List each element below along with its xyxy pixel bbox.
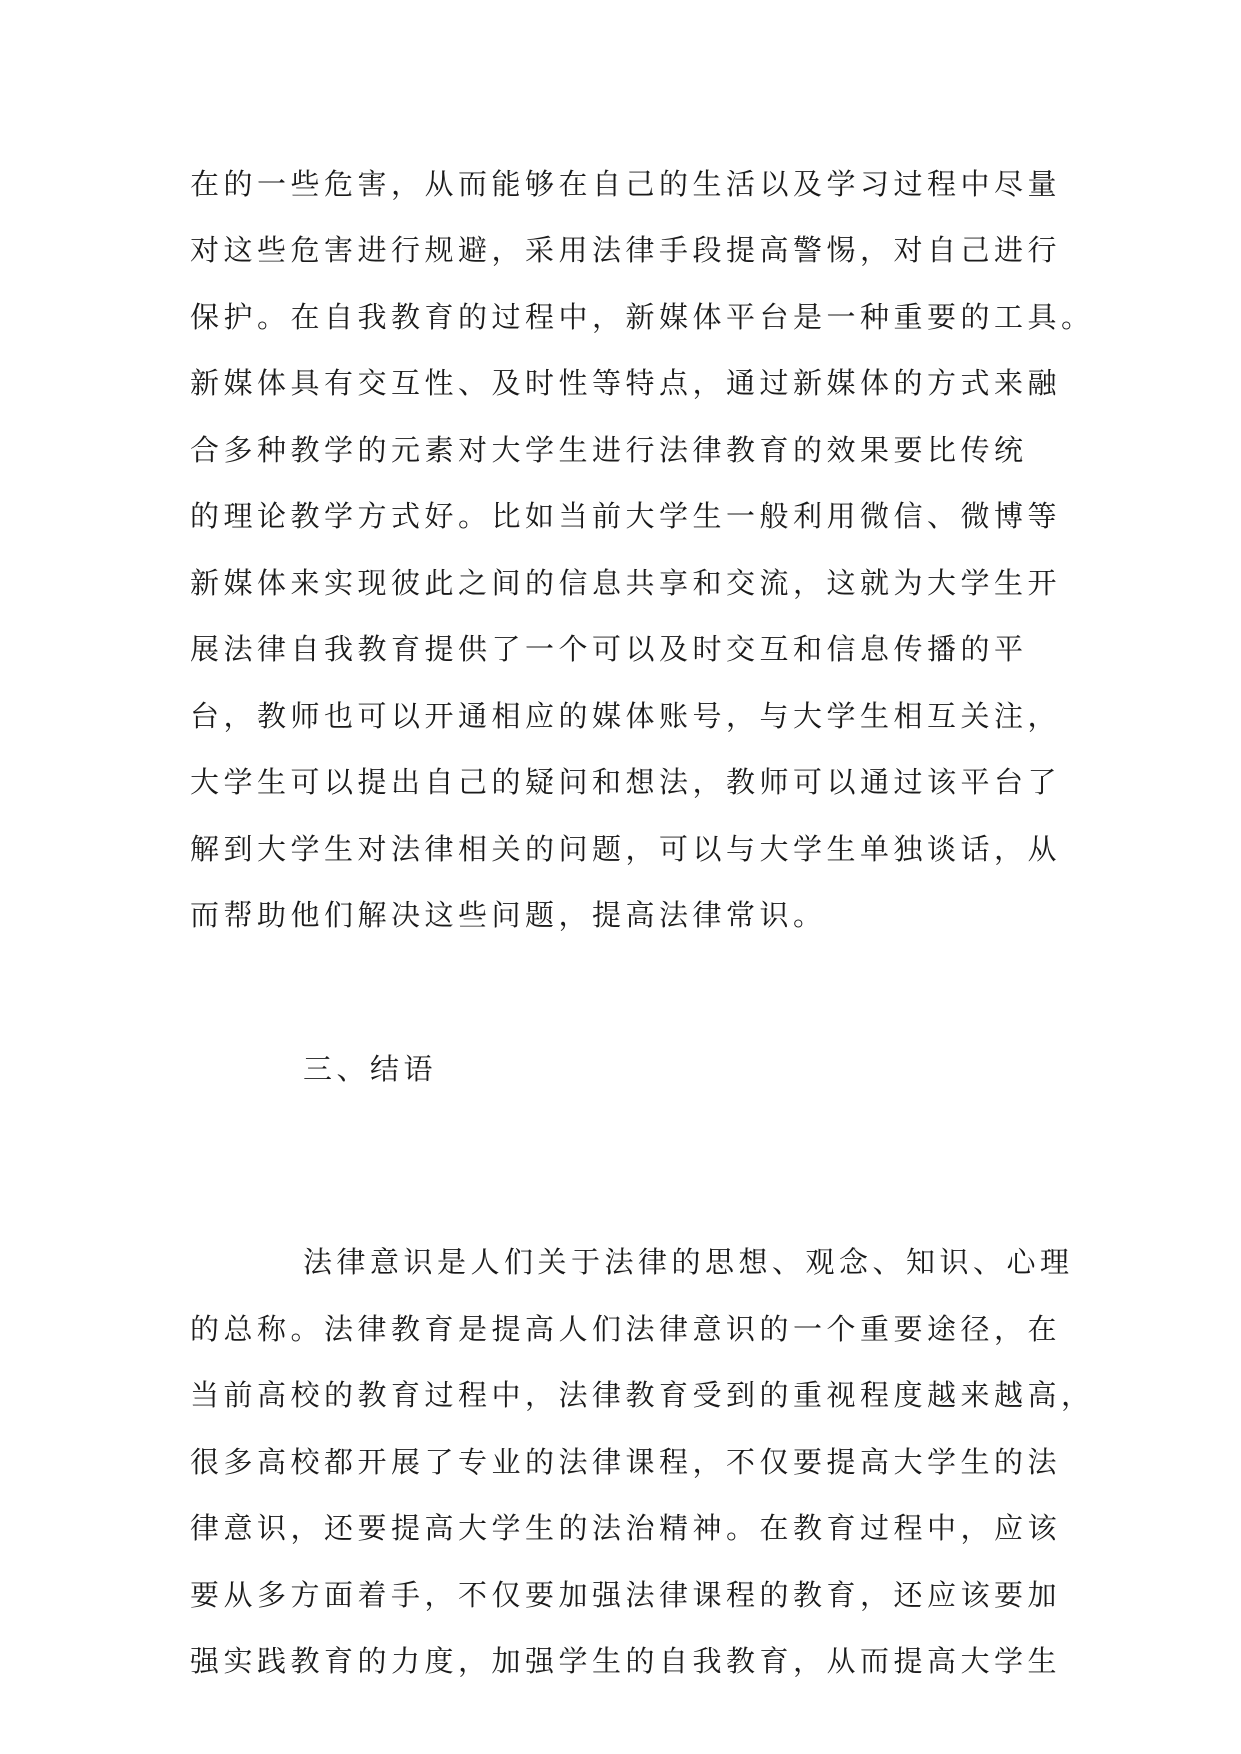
text-line: 大学生可以提出自己的疑问和想法，教师可以通过该平台了	[190, 765, 1062, 799]
text-line: 新媒体具有交互性、及时性等特点，通过新媒体的方式来融	[190, 366, 1062, 400]
text-line: 很多高校都开展了专业的法律课程，不仅要提高大学生的法	[190, 1445, 1062, 1479]
text-line: 合多种教学的元素对大学生进行法律教育的效果要比传统	[190, 433, 1028, 467]
text-line: 当前高校的教育过程中，法律教育受到的重视程度越来越高，	[190, 1378, 1095, 1412]
text-line: 的总称。法律教育是提高人们法律意识的一个重要途径，在	[190, 1312, 1062, 1346]
section-heading: 三、结语	[303, 1052, 438, 1086]
text-line: 保护。在自我教育的过程中，新媒体平台是一种重要的工具。	[190, 300, 1095, 334]
text-line: 对这些危害进行规避，采用法律手段提高警惕，对自己进行	[190, 233, 1062, 267]
text-line: 强实践教育的力度，加强学生的自我教育，从而提高大学生	[190, 1644, 1062, 1678]
text-line: 解到大学生对法律相关的问题，可以与大学生单独谈话，从	[190, 832, 1062, 866]
text-line: 而帮助他们解决这些问题，提高法律常识。	[190, 898, 827, 932]
text-line: 法律意识是人们关于法律的思想、观念、知识、心理	[303, 1245, 1074, 1279]
text-line: 律意识，还要提高大学生的法治精神。在教育过程中，应该	[190, 1511, 1062, 1545]
text-line: 展法律自我教育提供了一个可以及时交互和信息传播的平	[190, 632, 1028, 666]
text-line: 新媒体来实现彼此之间的信息共享和交流，这就为大学生开	[190, 566, 1062, 600]
text-line: 要从多方面着手，不仅要加强法律课程的教育，还应该要加	[190, 1578, 1062, 1612]
text-line: 在的一些危害，从而能够在自己的生活以及学习过程中尽量	[190, 167, 1062, 201]
text-line: 台，教师也可以开通相应的媒体账号，与大学生相互关注，	[190, 699, 1062, 733]
text-line: 的理论教学方式好。比如当前大学生一般利用微信、微博等	[190, 499, 1062, 533]
